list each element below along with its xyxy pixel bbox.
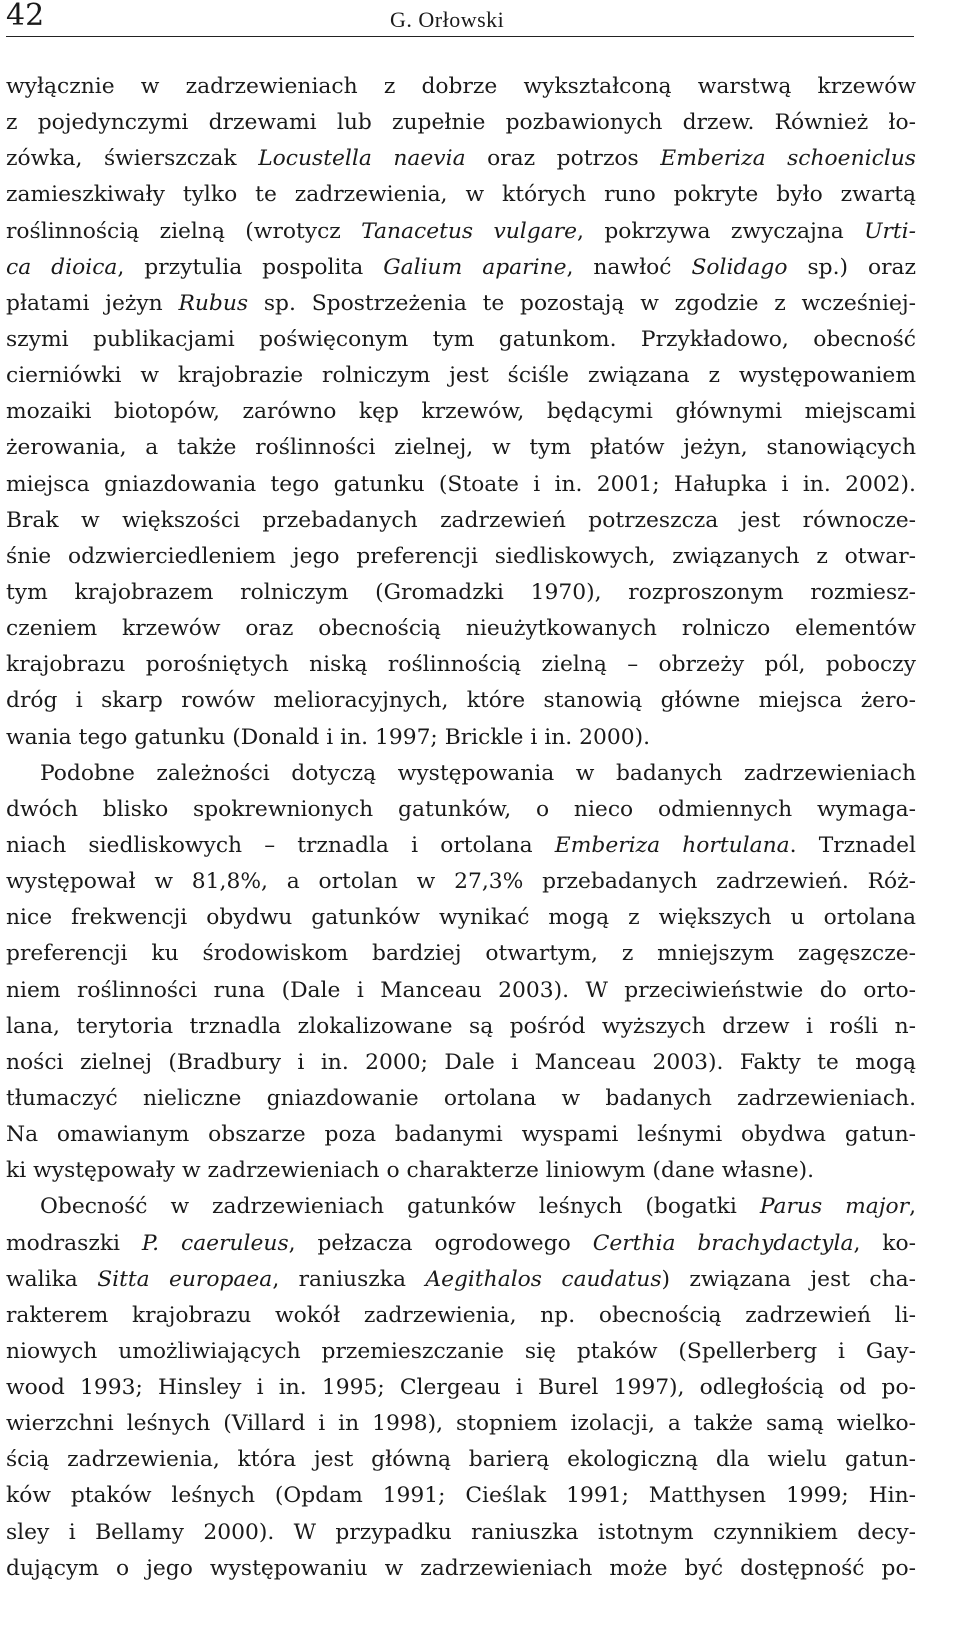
text-segment: niach siedliskowych – trznadla i ortolana: [6, 832, 555, 858]
text-line: [6, 177, 916, 213]
text-segment: płatami jeżyn: [6, 290, 179, 316]
text-segment: żerowania, a także roślinności zielnej, w tym płatów jeżyn, stanowiących: [6, 435, 916, 461]
text-segment: preferencji ku środowiskom bardziej otwartym, z mniejszym zagęszcze-: [6, 941, 916, 967]
text-line: [6, 720, 916, 756]
text-line: [6, 1334, 916, 1370]
text-segment: czeniem krzewów oraz obecnością nieużytkowanych rolniczo elementów: [6, 616, 916, 642]
text-segment: wania tego gatunku (Donald i in. 1997; Brickle i in. 2000).: [6, 724, 650, 750]
text-segment: cierniówki w krajobrazie rolniczym jest ściśle związana z występowaniem: [6, 363, 916, 389]
text-line: [6, 1045, 916, 1081]
italic-term: Urti-: [864, 218, 916, 244]
italic-term: Emberiza hortulana: [554, 832, 790, 858]
text-segment: ki występowały w zadrzewieniach o charakterze liniowym (dane własne).: [6, 1158, 815, 1184]
text-segment: modraszki: [6, 1230, 142, 1256]
text-segment: krajobrazu porośniętych niską roślinnością zielną – obrzeży pól, poboczy: [6, 652, 916, 678]
italic-term: ca dioica: [6, 254, 118, 280]
italic-term: Locustella naevia: [258, 146, 466, 172]
text-segment: wyłącznie w zadrzewieniach z dobrze wykształconą warstwą krzewów: [6, 74, 916, 99]
text-line: [6, 358, 916, 394]
text-line: [6, 575, 916, 611]
text-segment: tłumaczyć nieliczne gniazdowanie ortolana w badanych zadrzewieniach.: [6, 1085, 916, 1111]
text-segment: dróg i skarp rowów melioracyjnych, które stanowią główne miejsca żero-: [6, 688, 916, 714]
text-segment: miejsca gniazdowania tego gatunku (Stoate i in. 2001; Hałupka i in. 2002).: [6, 471, 916, 497]
text-line: [6, 467, 916, 503]
italic-term: Aegithalos caudatus: [425, 1266, 662, 1292]
text-segment: Brak w większości przebadanych zadrzewień potrzeszcza jest równocze-: [6, 507, 916, 533]
text-line: [6, 1442, 916, 1478]
text-segment: ścią zadrzewienia, która jest główną barierą ekologiczną dla wielu gatun-: [6, 1447, 916, 1473]
text-line: [6, 105, 916, 141]
text-segment: Na omawianym obszarze poza badanymi wyspami leśnymi obydwa gatun-: [6, 1122, 916, 1148]
text-line: [6, 611, 916, 647]
text-segment: ,: [909, 1194, 916, 1220]
running-head: G. Orłowski: [390, 7, 505, 32]
text-segment: ności zielnej (Bradbury i in. 2000; Dale i Manceau 2003). Fakty te mogą: [6, 1049, 916, 1075]
text-line: [6, 322, 916, 358]
text-segment: , pokrzywa zwyczajna: [577, 218, 865, 244]
text-line: [6, 1009, 916, 1045]
page-number: 42: [6, 0, 45, 33]
text-segment: oraz potrzos: [465, 146, 661, 172]
text-line: [6, 1370, 916, 1406]
text-segment: , przytulia pospolita: [117, 254, 384, 280]
text-line: [6, 1551, 916, 1587]
text-segment: nice frekwencji obydwu gatunków wynikać mogą z większych u ortolana: [6, 905, 916, 931]
text-segment: ków ptaków leśnych (Opdam 1991; Cieślak 1991; Matthysen 1999; Hin-: [6, 1483, 916, 1509]
text-line: [6, 69, 916, 105]
text-line: [6, 394, 916, 430]
text-segment: z pojedynczymi drzewami lub zupełnie pozbawionych drzew. Również ło-: [6, 110, 916, 136]
text-line: [6, 647, 916, 683]
text-line: [6, 1153, 916, 1189]
italic-term: P. caeruleus: [141, 1230, 289, 1256]
italic-term: Parus major: [759, 1194, 910, 1220]
text-line: [6, 1298, 916, 1334]
text-segment: rakterem krajobrazu wokół zadrzewienia, np. obecnością zadrzewień li-: [6, 1302, 916, 1328]
text-segment: niem roślinności runa (Dale i Manceau 2003). W przeciwieństwie do orto-: [6, 977, 916, 1003]
text-line: [6, 539, 916, 575]
text-segment: mozaiki biotopów, zarówno kęp krzewów, będącymi głównymi miejscami: [6, 399, 916, 425]
text-segment: sp. Spostrzeżenia te pozostają w zgodzie z wcześniej-: [248, 290, 916, 316]
italic-term: Tanacetus vulgare: [361, 218, 578, 244]
text-line: [6, 936, 916, 972]
text-segment: wierzchni leśnych (Villard i in 1998), stopniem izolacji, a także samą wielko-: [6, 1411, 916, 1437]
italic-term: Rubus: [178, 290, 249, 316]
text-line: [6, 1117, 916, 1153]
text-line: [6, 250, 916, 286]
text-line: [6, 1478, 916, 1514]
text-segment: , ko-: [853, 1230, 916, 1256]
text-line: [6, 1406, 916, 1442]
text-line: [6, 286, 916, 322]
text-segment: zamieszkiwały tylko te zadrzewienia, w których runo pokryte było zwartą: [6, 182, 916, 208]
text-segment: zówka, świerszczak: [6, 146, 259, 172]
text-segment: roślinnością zielną (wrotycz: [6, 218, 362, 244]
text-segment: , raniuszka: [272, 1266, 426, 1292]
text-segment: , pełzacza ogrodowego: [288, 1230, 593, 1256]
text-segment: walika: [6, 1266, 98, 1292]
text-line: [6, 792, 916, 828]
text-segment: lana, terytoria trznadla zlokalizowane są pośród wyższych drzew i rośli n-: [6, 1013, 916, 1039]
text-segment: dwóch blisko spokrewnionych gatunków, o nieco odmiennych wymaga-: [6, 796, 916, 822]
text-segment: wood 1993; Hinsley i in. 1995; Clergeau i Burel 1997), odległością od po-: [6, 1375, 916, 1401]
text-line: [6, 503, 916, 539]
text-line: [6, 214, 916, 250]
text-line: [6, 141, 916, 177]
text-line: [6, 1189, 916, 1225]
text-segment: tym krajobrazem rolniczym (Gromadzki 1970), rozproszonym rozmiesz-: [6, 579, 916, 605]
italic-term: Emberiza schoeniclus: [660, 146, 916, 172]
text-segment: niowych umożliwiających przemieszczanie się ptaków (Spellerberg i Gay-: [6, 1338, 916, 1364]
text-segment: ) związana jest cha-: [661, 1266, 916, 1292]
text-segment: sp.) oraz: [787, 254, 916, 280]
text-segment: , nawłoć: [566, 254, 692, 280]
page-header: [6, 0, 914, 37]
body-text: [6, 69, 916, 1587]
text-segment: śnie odzwierciedleniem jego preferencji siedliskowych, związanych z otwar-: [6, 543, 916, 569]
text-line: [6, 430, 916, 466]
text-segment: występował w 81,8%, a ortolan w 27,3% przebadanych zadrzewień. Róż-: [6, 869, 916, 895]
text-line: [6, 1515, 916, 1551]
text-line: [6, 864, 916, 900]
text-segment: Obecność w zadrzewieniach gatunków leśnych (bogatki: [40, 1194, 760, 1220]
text-line: [6, 1081, 916, 1117]
text-segment: sley i Bellamy 2000). W przypadku raniuszka istotnym czynnikiem decy-: [6, 1519, 916, 1545]
italic-term: Galium aparine: [383, 254, 567, 280]
text-segment: Podobne zależności dotyczą występowania w badanych zadrzewieniach: [40, 760, 916, 786]
text-line: [6, 756, 916, 792]
italic-term: Sitta europaea: [97, 1266, 273, 1292]
text-line: [6, 900, 916, 936]
italic-term: Certhia brachydactyla: [592, 1230, 854, 1256]
text-line: [6, 973, 916, 1009]
text-line: [6, 1226, 916, 1262]
text-line: [6, 1262, 916, 1298]
text-line: [6, 683, 916, 719]
text-segment: dującym o jego występowaniu w zadrzewieniach może być dostępność po-: [6, 1555, 916, 1581]
text-line: [6, 828, 916, 864]
italic-term: Solidago: [691, 254, 788, 280]
text-segment: szymi publikacjami poświęconym tym gatunkom. Przykładowo, obecność: [6, 326, 916, 352]
text-segment: . Trznadel: [789, 832, 916, 858]
